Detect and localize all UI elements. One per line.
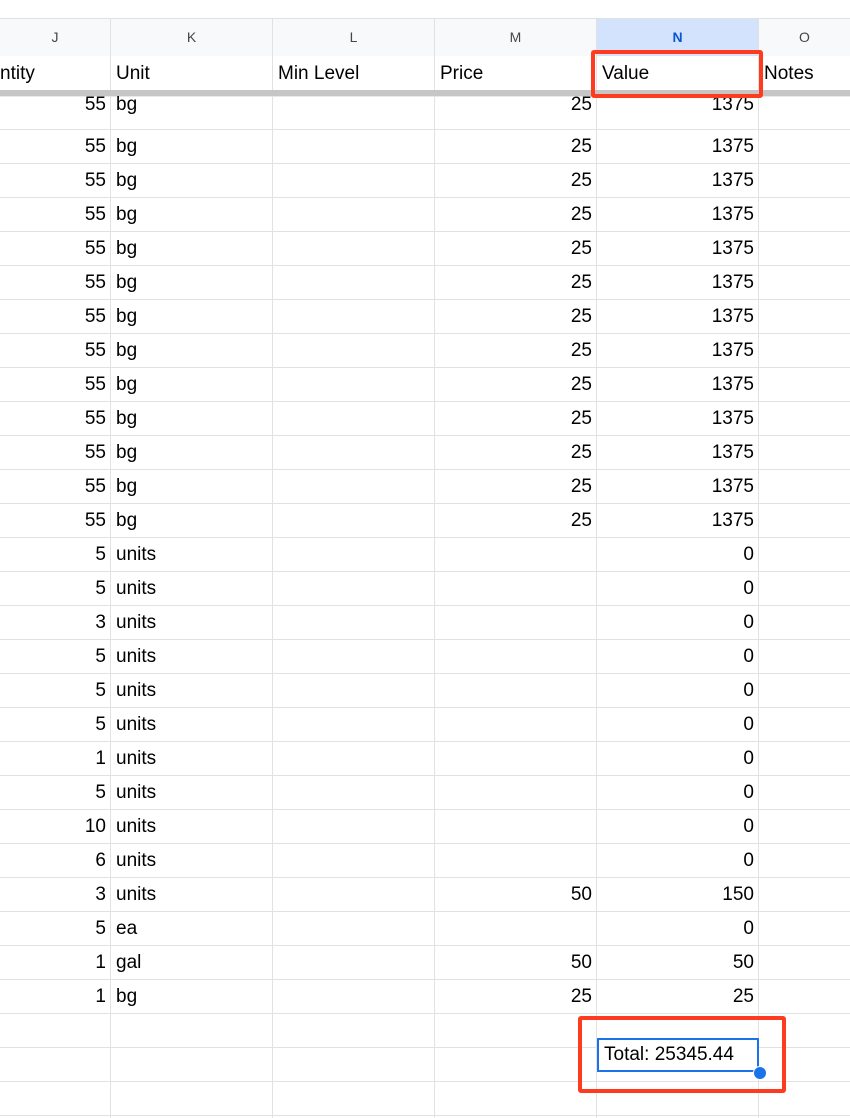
cell-unit[interactable]: bg — [111, 436, 273, 469]
cell-unit[interactable]: ea — [111, 912, 273, 945]
table-row — [0, 708, 850, 742]
header-cell-value[interactable]: Value — [597, 56, 759, 90]
cell-unit[interactable]: bg — [111, 300, 273, 333]
table-row — [0, 640, 850, 674]
cell-min-level[interactable] — [273, 674, 435, 707]
cell-min-level[interactable] — [273, 946, 435, 979]
cell-min-level[interactable] — [273, 538, 435, 571]
table-row — [0, 266, 850, 300]
cell-unit[interactable]: bg — [111, 198, 273, 231]
cell-quantity[interactable]: 1 — [0, 742, 111, 775]
cell-value[interactable]: 1375 — [597, 470, 759, 503]
cell-value[interactable]: 0 — [597, 776, 759, 809]
cell-unit[interactable]: bg — [111, 368, 273, 401]
cell-unit[interactable]: units — [111, 606, 273, 639]
cell-price[interactable]: 25 — [435, 300, 597, 333]
cell-notes[interactable] — [759, 708, 850, 741]
cell-quantity[interactable]: 1 — [0, 980, 111, 1013]
cell-min-level[interactable] — [273, 980, 435, 1013]
cell-min-level[interactable] — [273, 436, 435, 469]
cell-value[interactable]: 25 — [597, 980, 759, 1013]
cell-value[interactable]: 50 — [597, 946, 759, 979]
cell-notes[interactable] — [759, 946, 850, 979]
cell-min-level[interactable] — [273, 402, 435, 435]
cell-price[interactable] — [435, 1014, 597, 1047]
cell-value[interactable]: 1375 — [597, 436, 759, 469]
table-row — [0, 436, 850, 470]
cell-value[interactable]: 0 — [597, 742, 759, 775]
data-rows — [0, 96, 850, 1118]
cell-price[interactable] — [435, 776, 597, 809]
cell-value[interactable]: 0 — [597, 912, 759, 945]
cell-value[interactable]: 0 — [597, 674, 759, 707]
cell-quantity[interactable]: 5 — [0, 640, 111, 673]
cell-value[interactable]: 0 — [597, 572, 759, 605]
cell-unit[interactable]: units — [111, 708, 273, 741]
cell-value[interactable]: 1375 — [597, 198, 759, 231]
cell-min-level[interactable] — [273, 198, 435, 231]
cell-value[interactable]: 1375 — [597, 96, 759, 129]
cell-quantity[interactable]: 55 — [0, 130, 111, 163]
cell-unit[interactable]: units — [111, 742, 273, 775]
cell-quantity[interactable] — [0, 1014, 111, 1047]
cell-quantity[interactable]: 55 — [0, 96, 111, 129]
cell-price[interactable] — [435, 572, 597, 605]
cell-unit[interactable]: units — [111, 878, 273, 911]
cell-min-level[interactable] — [273, 164, 435, 197]
table-row — [0, 878, 850, 912]
cell-unit[interactable] — [111, 1014, 273, 1047]
cell-price[interactable] — [435, 640, 597, 673]
cell-notes[interactable] — [759, 198, 850, 231]
cell-value[interactable]: 0 — [597, 538, 759, 571]
cell-min-level[interactable] — [273, 1082, 435, 1115]
cell-min-level[interactable] — [273, 504, 435, 537]
cell-value[interactable]: 0 — [597, 844, 759, 877]
column-header-l[interactable]: L — [273, 19, 435, 56]
cell-unit[interactable]: bg — [111, 130, 273, 163]
cell-price[interactable] — [435, 674, 597, 707]
table-row — [0, 198, 850, 232]
cell-value[interactable]: 1375 — [597, 164, 759, 197]
cell-unit[interactable]: units — [111, 844, 273, 877]
header-cell-price[interactable]: Price — [435, 56, 597, 90]
table-row — [0, 130, 850, 164]
cell-notes[interactable] — [759, 810, 850, 843]
cell-price[interactable]: 50 — [435, 878, 597, 911]
cell-quantity[interactable]: 55 — [0, 470, 111, 503]
cell-unit[interactable]: units — [111, 640, 273, 673]
cell-notes[interactable] — [759, 878, 850, 911]
cell-min-level[interactable] — [273, 640, 435, 673]
cell-notes[interactable] — [759, 130, 850, 163]
cell-price[interactable]: 25 — [435, 198, 597, 231]
table-row — [0, 402, 850, 436]
cell-unit[interactable]: bg — [111, 96, 273, 129]
header-cell-min-level[interactable]: Min Level — [273, 56, 435, 90]
header-cell-quantity[interactable]: ntity — [0, 56, 111, 90]
table-row — [0, 912, 850, 946]
table-row — [0, 810, 850, 844]
cell-notes[interactable] — [759, 436, 850, 469]
cell-unit[interactable]: bg — [111, 232, 273, 265]
cell-notes[interactable] — [759, 606, 850, 639]
cell-quantity[interactable]: 55 — [0, 334, 111, 367]
cell-notes[interactable] — [759, 504, 850, 537]
table-row — [0, 606, 850, 640]
cell-notes[interactable] — [759, 266, 850, 299]
cell-min-level[interactable] — [273, 96, 435, 129]
cell-quantity[interactable]: 3 — [0, 606, 111, 639]
cell-quantity[interactable]: 1 — [0, 946, 111, 979]
cell-quantity[interactable]: 55 — [0, 436, 111, 469]
cell-value[interactable]: 0 — [597, 606, 759, 639]
cell-quantity[interactable]: 6 — [0, 844, 111, 877]
cell-notes[interactable] — [759, 538, 850, 571]
column-header-j[interactable]: J — [0, 19, 111, 56]
cell-quantity[interactable]: 5 — [0, 912, 111, 945]
cell-price[interactable]: 25 — [435, 232, 597, 265]
column-header-m[interactable]: M — [435, 19, 597, 56]
cell-price[interactable]: 25 — [435, 402, 597, 435]
cell-min-level[interactable] — [273, 844, 435, 877]
cell-price[interactable]: 25 — [435, 96, 597, 129]
cell-unit[interactable]: units — [111, 810, 273, 843]
cell-min-level[interactable] — [273, 368, 435, 401]
cell-min-level[interactable] — [273, 300, 435, 333]
cell-min-level[interactable] — [273, 1048, 435, 1081]
cell-value[interactable]: 0 — [597, 810, 759, 843]
table-row — [0, 844, 850, 878]
table-row — [0, 470, 850, 504]
cell-value[interactable]: 1375 — [597, 130, 759, 163]
cell-quantity[interactable]: 55 — [0, 402, 111, 435]
cell-notes[interactable] — [759, 912, 850, 945]
cell-unit[interactable]: units — [111, 572, 273, 605]
cell-quantity[interactable]: 3 — [0, 878, 111, 911]
table-row — [0, 572, 850, 606]
cell-quantity[interactable]: 55 — [0, 164, 111, 197]
cell-price[interactable] — [435, 606, 597, 639]
cell-notes[interactable] — [759, 844, 850, 877]
cell-price[interactable]: 25 — [435, 436, 597, 469]
cell-quantity[interactable] — [0, 1048, 111, 1081]
cell-quantity[interactable]: 55 — [0, 232, 111, 265]
cell-price[interactable] — [435, 844, 597, 877]
cell-min-level[interactable] — [273, 130, 435, 163]
cell-notes[interactable] — [759, 334, 850, 367]
cell-quantity[interactable] — [0, 1082, 111, 1115]
highlight-box-value-header — [591, 50, 763, 98]
cell-min-level[interactable] — [273, 266, 435, 299]
table-row — [0, 300, 850, 334]
cell-price[interactable] — [435, 810, 597, 843]
cell-value[interactable]: 1375 — [597, 402, 759, 435]
table-row — [0, 232, 850, 266]
cell-min-level[interactable] — [273, 708, 435, 741]
cell-unit[interactable]: bg — [111, 402, 273, 435]
cell-unit[interactable]: units — [111, 538, 273, 571]
cell-value[interactable]: 1375 — [597, 232, 759, 265]
cell-min-level[interactable] — [273, 1014, 435, 1047]
cell-price[interactable] — [435, 912, 597, 945]
cell-unit[interactable]: units — [111, 776, 273, 809]
cell-price[interactable]: 25 — [435, 368, 597, 401]
column-header-k[interactable]: K — [111, 19, 273, 56]
cell-quantity[interactable]: 5 — [0, 776, 111, 809]
cell-unit[interactable] — [111, 1082, 273, 1115]
cell-value[interactable]: 1375 — [597, 504, 759, 537]
cell-price[interactable]: 25 — [435, 504, 597, 537]
cell-min-level[interactable] — [273, 334, 435, 367]
table-row — [0, 96, 850, 130]
cell-quantity[interactable]: 5 — [0, 538, 111, 571]
cell-quantity[interactable]: 55 — [0, 266, 111, 299]
cell-price[interactable] — [435, 1048, 597, 1081]
cell-price[interactable]: 25 — [435, 980, 597, 1013]
cell-value[interactable]: 0 — [597, 640, 759, 673]
cell-price[interactable] — [435, 708, 597, 741]
table-row — [0, 538, 850, 572]
cell-notes[interactable] — [759, 402, 850, 435]
cell-price[interactable]: 25 — [435, 334, 597, 367]
table-row — [0, 776, 850, 810]
cell-unit[interactable] — [111, 1048, 273, 1081]
cell-min-level[interactable] — [273, 742, 435, 775]
cell-price[interactable]: 25 — [435, 164, 597, 197]
cell-min-level[interactable] — [273, 606, 435, 639]
table-row — [0, 334, 850, 368]
cell-quantity[interactable]: 55 — [0, 300, 111, 333]
table-row — [0, 504, 850, 538]
cell-quantity[interactable]: 5 — [0, 708, 111, 741]
cell-notes[interactable] — [759, 300, 850, 333]
table-row — [0, 164, 850, 198]
cell-value[interactable]: 1375 — [597, 300, 759, 333]
table-row — [0, 946, 850, 980]
cell-notes[interactable] — [759, 96, 850, 129]
cell-quantity[interactable]: 5 — [0, 674, 111, 707]
column-header-n[interactable]: N — [597, 19, 759, 56]
cell-quantity[interactable]: 55 — [0, 198, 111, 231]
table-row — [0, 980, 850, 1014]
cell-notes[interactable] — [759, 572, 850, 605]
cell-notes[interactable] — [759, 232, 850, 265]
cell-price[interactable]: 25 — [435, 470, 597, 503]
cell-min-level[interactable] — [273, 810, 435, 843]
cell-notes[interactable] — [759, 980, 850, 1013]
cell-unit[interactable]: gal — [111, 946, 273, 979]
cell-value[interactable]: 150 — [597, 878, 759, 911]
cell-unit[interactable]: bg — [111, 334, 273, 367]
cell-unit[interactable]: bg — [111, 164, 273, 197]
cell-notes[interactable] — [759, 742, 850, 775]
cell-notes[interactable] — [759, 368, 850, 401]
cell-price[interactable]: 25 — [435, 266, 597, 299]
cell-value[interactable]: 1375 — [597, 368, 759, 401]
cell-value[interactable]: 1375 — [597, 334, 759, 367]
highlight-box-total-cell — [578, 1016, 786, 1093]
header-cell-notes[interactable]: Notes — [764, 63, 814, 84]
cell-min-level[interactable] — [273, 470, 435, 503]
cell-unit[interactable]: bg — [111, 980, 273, 1013]
cell-unit[interactable]: units — [111, 674, 273, 707]
total-cell-selected[interactable]: Total: 25345.44 — [597, 1038, 759, 1072]
cell-notes[interactable] — [759, 470, 850, 503]
cell-notes[interactable] — [759, 640, 850, 673]
cell-notes[interactable] — [759, 164, 850, 197]
header-cell-unit[interactable]: Unit — [111, 56, 273, 90]
cell-price[interactable] — [435, 742, 597, 775]
cell-price[interactable] — [435, 1082, 597, 1115]
cell-notes[interactable] — [759, 776, 850, 809]
cell-unit[interactable]: bg — [111, 504, 273, 537]
table-row — [0, 368, 850, 402]
cell-unit[interactable]: bg — [111, 470, 273, 503]
cell-min-level[interactable] — [273, 912, 435, 945]
cell-quantity[interactable]: 5 — [0, 572, 111, 605]
cell-quantity[interactable]: 10 — [0, 810, 111, 843]
cell-value[interactable]: 1375 — [597, 266, 759, 299]
cell-price[interactable]: 50 — [435, 946, 597, 979]
cell-quantity[interactable]: 55 — [0, 368, 111, 401]
cell-min-level[interactable] — [273, 572, 435, 605]
cell-min-level[interactable] — [273, 878, 435, 911]
table-row — [0, 742, 850, 776]
cell-unit[interactable]: bg — [111, 266, 273, 299]
cell-quantity[interactable]: 55 — [0, 504, 111, 537]
column-header-o[interactable]: O — [799, 29, 810, 45]
cell-price[interactable] — [435, 538, 597, 571]
cell-notes[interactable] — [759, 674, 850, 707]
cell-min-level[interactable] — [273, 232, 435, 265]
table-row — [0, 674, 850, 708]
cell-price[interactable]: 25 — [435, 130, 597, 163]
cell-value[interactable]: 0 — [597, 708, 759, 741]
cell-min-level[interactable] — [273, 776, 435, 809]
